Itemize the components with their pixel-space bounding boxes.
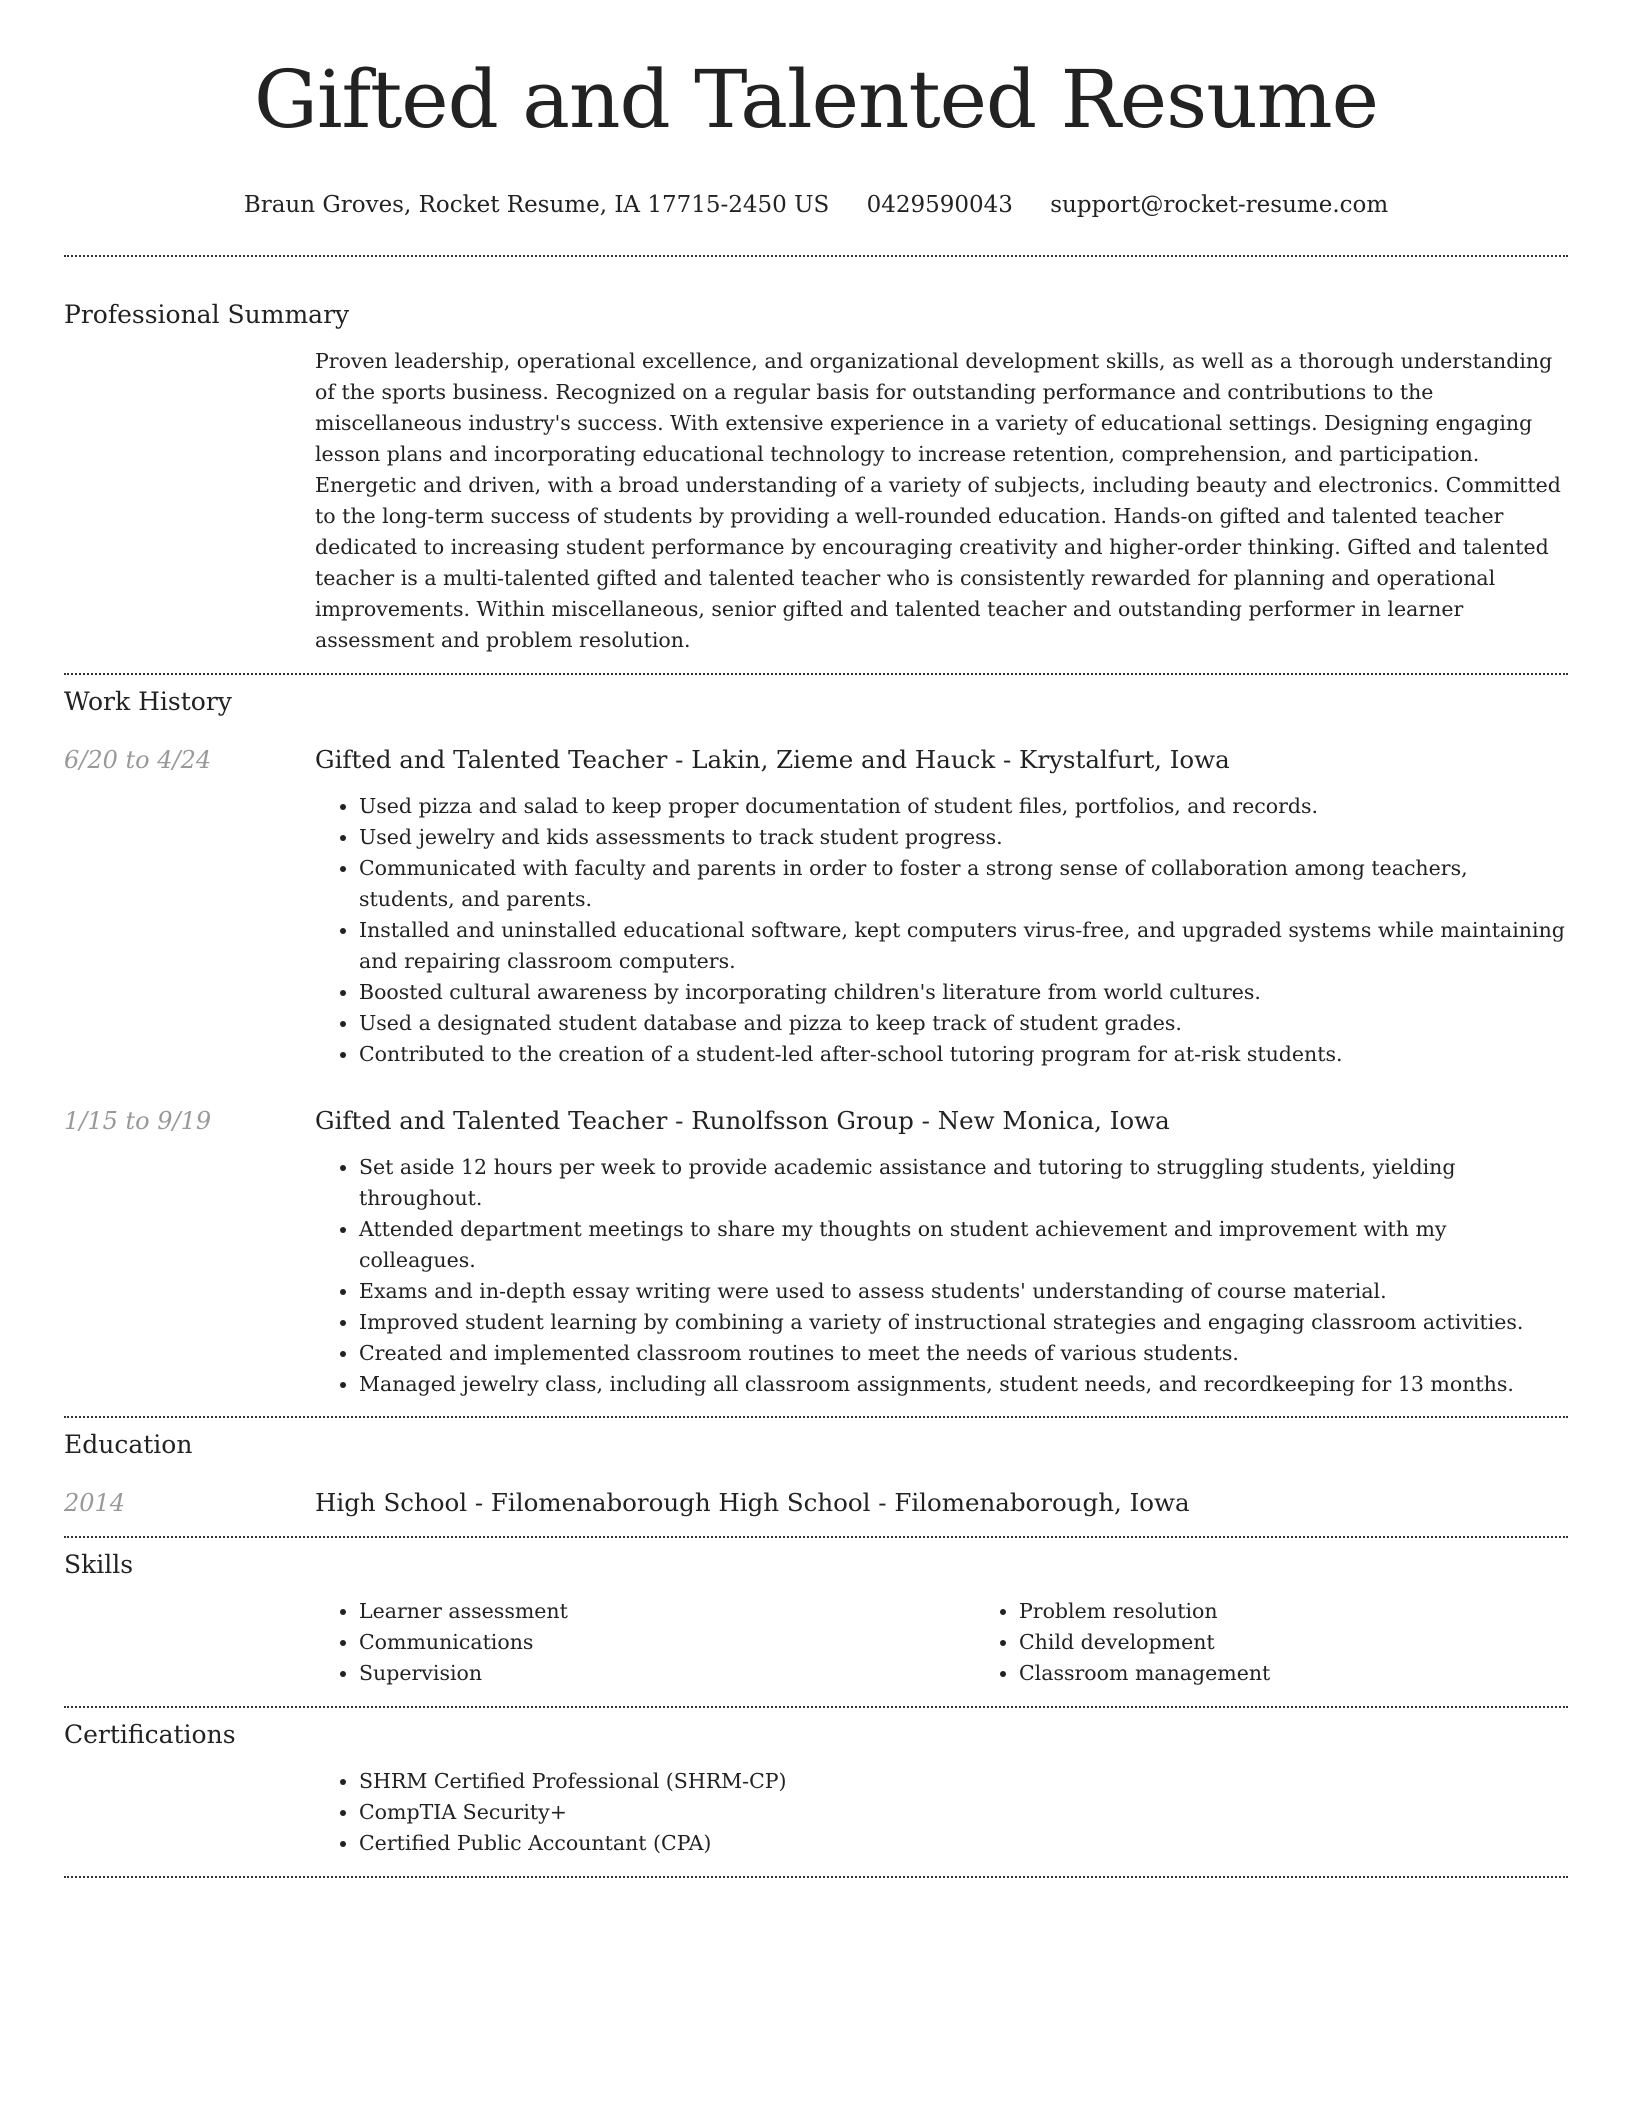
list-item: • Set aside 12 hours per week to provide academic assistance and tutoring to struggling students, yielding throughout. [359,1152,1568,1214]
divider [64,673,1568,675]
list-item: • Improved student learning by combining a variety of instructional strategies and engaging classroom activities. [359,1307,1568,1338]
skills-list-right [975,1596,1632,1689]
divider [64,255,1568,257]
job-bullets [315,1152,1568,1400]
certification-item: • SHRM Certified Professional (SHRM-CP) [359,1766,1568,1797]
education-section [64,1429,1568,1519]
summary-section [64,299,1568,656]
work-section [64,686,1568,1400]
certification-item: • CompTIA Security+ [359,1797,1568,1828]
divider [64,1706,1568,1708]
section-title-certifications: Certifications [64,1720,236,1749]
section-title-summary: Professional Summary [64,300,350,329]
education-year: 2014 [64,1489,126,1517]
section-title-work: Work History [64,687,232,716]
skill-item: • Supervision [359,1658,975,1689]
job-title: Gifted and Talented Teacher - Lakin, Zieme and Hauck - Krystalfurt, Iowa [315,745,1230,774]
contact-email: support@rocket-resume.com [1050,192,1389,218]
list-item: • Boosted cultural awareness by incorporating children's literature from world cultures. [359,977,1568,1008]
skill-item: • Classroom management [1019,1658,1632,1689]
job-entry [64,744,1568,1070]
education-entry: High School - Filomenaborough High School - Filomenaborough, Iowa [315,1488,1190,1517]
list-item: • Contributed to the creation of a student-led after-school tutoring program for at-risk students. [359,1039,1568,1070]
section-title-education: Education [64,1430,193,1459]
skill-item: • Learner assessment [359,1596,975,1627]
divider [64,1416,1568,1418]
job-dates: 1/15 to 9/19 [64,1107,212,1135]
contact-phone: 0429590043 [866,192,1013,218]
section-title-skills: Skills [64,1550,134,1579]
skills-section [64,1549,1568,1689]
certifications-list [315,1766,1568,1859]
job-entry [64,1105,1568,1400]
skills-list-left [315,1596,975,1689]
list-item: • Exams and in-depth essay writing were used to assess students' understanding of course material. [359,1276,1568,1307]
summary-text: Proven leadership, operational excellence, and organizational development skills, as well as a thorough understanding of the sports business. Recognized on a regular basis for outstanding performance and contributions to the miscellaneous industry's success. With extensive experience in a variety of educational settings. Designing engaging lesson plans and incorporating educational technology to increase retention, comprehension, and participation. Energetic and driven, with a broad understanding of a variety of subjects, including beauty and electronics. Committed to the long-term success of students by providing a well-rounded education. Hands-on gifted and talented teacher dedicated to increasing student performance by encouraging creativity and higher-order thinking. Gifted and talented teacher is a multi-talented gifted and talented teacher who is consistently rewarded for planning and operational improvements. Within miscellaneous, senior gifted and talented teacher and outstanding performer in learner assessment and problem resolution. [315,349,1561,652]
job-dates: 6/20 to 4/24 [64,746,212,774]
skill-item: • Problem resolution [1019,1596,1632,1627]
divider [64,1536,1568,1538]
certification-item: • Certified Public Accountant (CPA) [359,1828,1568,1859]
list-item: • Installed and uninstalled educational software, kept computers virus-free, and upgraded systems while maintaining and repairing classroom computers. [359,915,1568,977]
list-item: • Managed jewelry class, including all classroom assignments, student needs, and recordkeeping for 13 months. [359,1369,1568,1400]
list-item: • Communicated with faculty and parents in order to foster a strong sense of collaboration among teachers, students, and parents. [359,853,1568,915]
contact-line [64,190,1568,220]
contact-address: Braun Groves, Rocket Resume, IA 17715-2450 US [243,192,830,218]
list-item: • Used pizza and salad to keep proper documentation of student files, portfolios, and records. [359,791,1568,822]
resume-page [64,0,1568,1878]
certifications-section [64,1719,1568,1859]
job-title: Gifted and Talented Teacher - Runolfsson Group - New Monica, Iowa [315,1106,1170,1135]
list-item: • Attended department meetings to share my thoughts on student achievement and improvement with my colleagues. [359,1214,1568,1276]
job-bullets [315,791,1568,1070]
list-item: • Created and implemented classroom routines to meet the needs of various students. [359,1338,1568,1369]
list-item: • Used a designated student database and pizza to keep track of student grades. [359,1008,1568,1039]
divider [64,1876,1568,1878]
skill-item: • Child development [1019,1627,1632,1658]
skill-item: • Communications [359,1627,975,1658]
resume-title: Gifted and Talented Resume [254,53,1378,146]
list-item: • Used jewelry and kids assessments to track student progress. [359,822,1568,853]
